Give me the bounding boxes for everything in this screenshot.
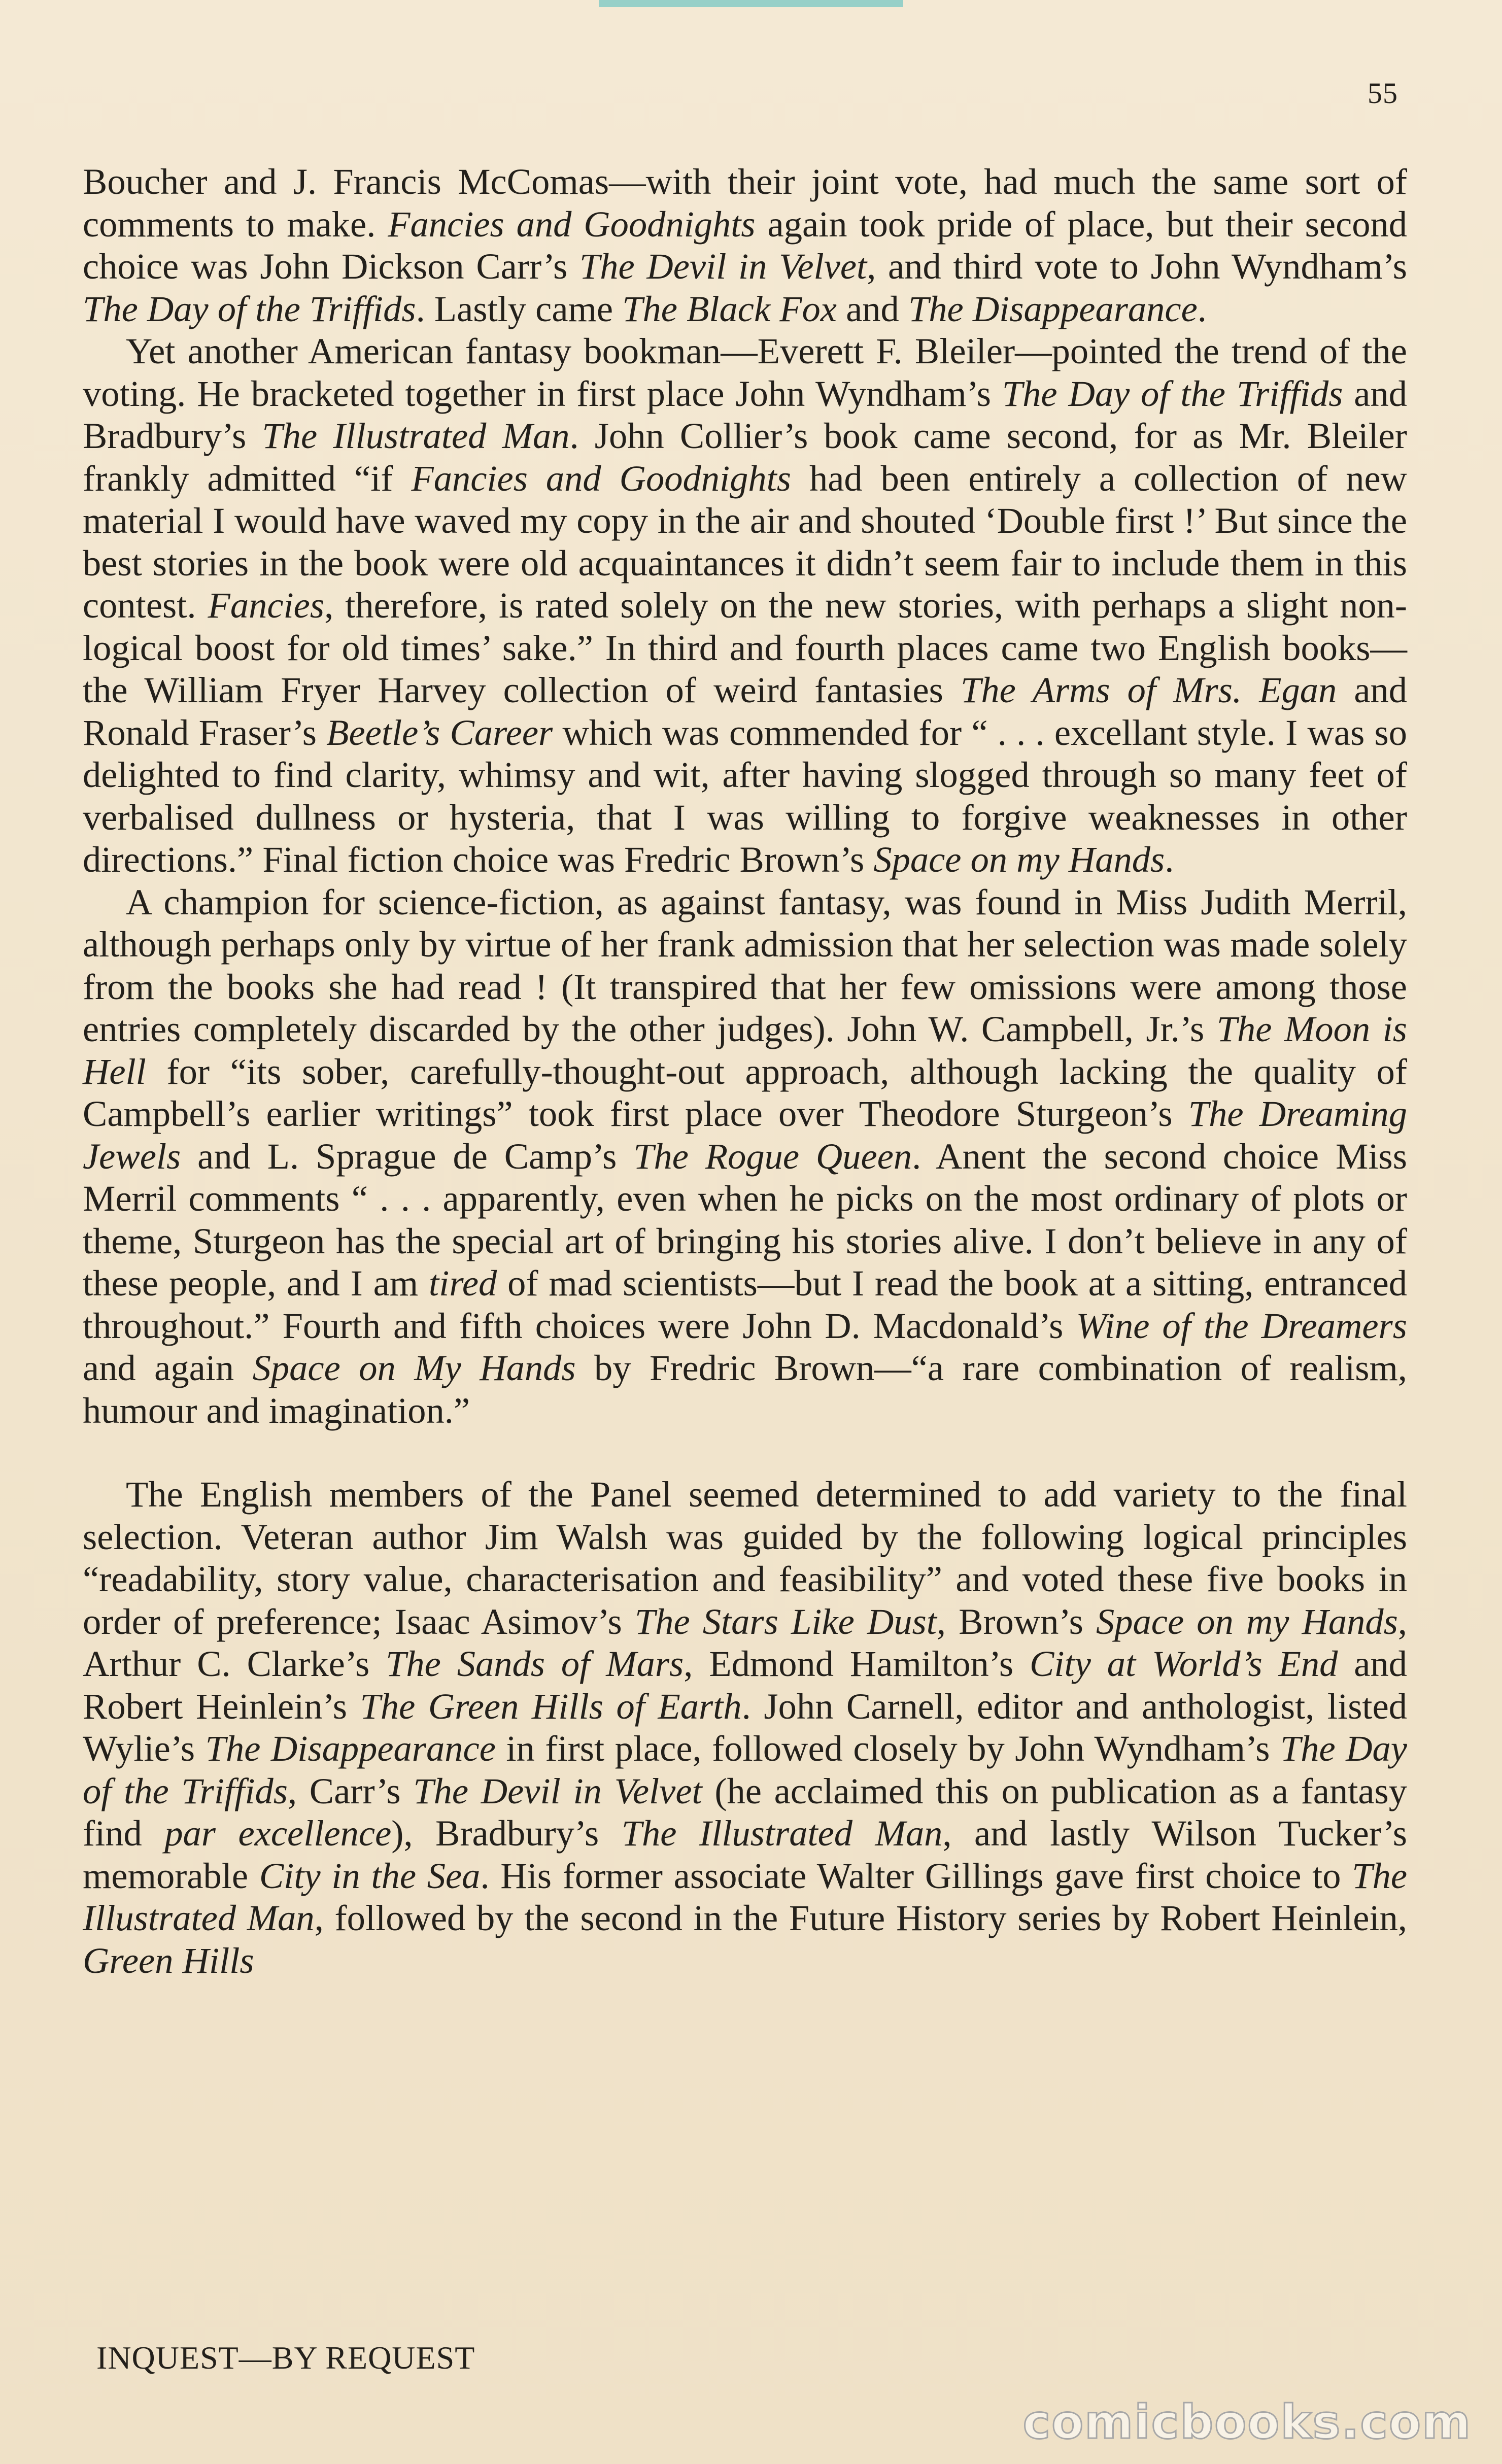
text-run: . bbox=[1197, 288, 1207, 329]
text-run: had been entirely a collection of new material I would have waved my copy in the air and shouted ‘Double first !’ But since the best stories in the book were old acquaintances it didn’t seem fair to include them in this contest. bbox=[83, 457, 1408, 626]
italic-title: tired bbox=[429, 1262, 497, 1304]
page-edge-strip bbox=[599, 0, 903, 7]
italic-title: Space on my Hands bbox=[873, 839, 1165, 880]
text-run: . John Carnell, editor and anthologist, listed Wylie’s bbox=[83, 1685, 1408, 1769]
text-run: . Anent the second choice Miss Merril comments “ . . . apparently, even when he picks on the most ordinary of plots or theme, Sturgeon has the special art of bringing his stories alive. I don’t believe in any of these people, and I am bbox=[83, 1135, 1407, 1304]
italic-title: Green Hills bbox=[83, 1939, 254, 1981]
italic-title: The Day of the Triffids bbox=[1002, 372, 1343, 414]
italic-title: The Dreaming Jewels bbox=[83, 1093, 1408, 1177]
italic-title: The Arms of Mrs. Egan bbox=[961, 669, 1337, 710]
italic-title: The Rogue Queen bbox=[633, 1135, 912, 1177]
text-run: ), Bradbury’s bbox=[391, 1812, 622, 1854]
paragraph-3 bbox=[83, 881, 1407, 1432]
text-run: , followed by the second in the Future History series by Robert Heinlein, bbox=[314, 1897, 1407, 1938]
text-run: and L. Sprague de Camp’s bbox=[181, 1135, 634, 1177]
text-run: , Carr’s bbox=[287, 1770, 414, 1811]
italic-title: The Day of the Triffids bbox=[83, 288, 416, 329]
text-run: of mad scientists—but I read the book at a sitting, entranced throughout.” Fourth and fifth choices were John D. Macdonald’s bbox=[83, 1262, 1408, 1346]
italic-title: Fancies and Goodnights bbox=[411, 457, 791, 499]
paragraph-4 bbox=[83, 1473, 1407, 1981]
italic-title: The Illustrated Man bbox=[83, 1855, 1408, 1938]
text-run: by Fredric Brown—“a rare combination of realism, humour and imagination.” bbox=[83, 1347, 1407, 1431]
italic-title: The Devil in Velvet bbox=[579, 246, 867, 287]
text-run: . bbox=[1165, 839, 1174, 880]
text-run: , and third vote to John Wyndham’s bbox=[867, 246, 1407, 287]
text-run: which was commended for “ . . . excellant style. I was so delighted to find clarity, whimsy and wit, after having slogged through so many feet of verbalised dullness or hysteria, that I was willing to forgive weaknesses in other directions.” Final fiction choice was Fredric Brown’s bbox=[83, 711, 1408, 880]
paragraph-2 bbox=[83, 330, 1407, 881]
italic-title: Space on my Hands bbox=[1096, 1600, 1398, 1642]
italic-title: The Stars Like Dust bbox=[634, 1600, 937, 1642]
text-run: . John Collier’s book came second, for as Mr. Bleiler frankly admitted “if bbox=[83, 415, 1407, 499]
text-run: . His former associate Walter Gillings gave first choice to bbox=[480, 1855, 1352, 1896]
text-run: . Lastly came bbox=[416, 288, 623, 329]
text-run: Yet another American fantasy bookman—Everett F. Bleiler—pointed the trend of the voting. He bracketed together in first place John Wyndham’s bbox=[83, 330, 1407, 414]
text-run: A champion for science-fiction, as against fantasy, was found in Miss Judith Merril, although perhaps only by virtue of her frank admission that her selection was made solely from the books she had read ! (It transpired that her few omissions were among those entries completely discarded by the other judges). John W. Campbell, Jr.’s bbox=[83, 881, 1407, 1049]
italic-title: The Illustrated Man bbox=[262, 415, 570, 456]
italic-title: Space on My Hands bbox=[252, 1347, 576, 1388]
text-run: , Arthur C. Clarke’s bbox=[83, 1600, 1408, 1684]
text-run: , therefore, is rated solely on the new stories, with perhaps a slight non-logical boost for old times’ sake.” In third and fourth places came two English books—the William Fryer Harvey collection of weird fantasies bbox=[83, 585, 1407, 710]
text-run: and Ronald Fraser’s bbox=[83, 669, 1407, 753]
body-text bbox=[83, 160, 1407, 1981]
italic-title: The Disappearance bbox=[908, 288, 1198, 329]
text-run: in first place, followed closely by John Wyndham’s bbox=[495, 1728, 1280, 1769]
text-run: , Brown’s bbox=[936, 1600, 1097, 1642]
italic-title: The Black Fox bbox=[622, 288, 837, 329]
italic-title: Beetle’s Career bbox=[326, 711, 553, 753]
text-run: and Robert Heinlein’s bbox=[83, 1643, 1407, 1727]
italic-title: The Illustrated Man bbox=[621, 1812, 943, 1854]
italic-title: The Green Hills of Earth bbox=[360, 1685, 742, 1727]
italic-title: The Day of the Triffids bbox=[83, 1728, 1407, 1811]
text-run: The English members of the Panel seemed determined to add variety to the final selection. Veteran author Jim Walsh was guided by the following logical principles “readability, story value, characterisation and feasibility” and voted these five books in order of preference; Isaac Asimov’s bbox=[83, 1474, 1407, 1642]
text-run: , and lastly Wilson Tucker’s memorable bbox=[83, 1812, 1407, 1896]
italic-title: Fancies bbox=[208, 585, 325, 626]
italic-title: City at World’s End bbox=[1030, 1643, 1338, 1684]
italic-title: The Disappearance bbox=[205, 1728, 496, 1769]
italic-title: The Sands of Mars bbox=[386, 1643, 684, 1684]
running-footer: INQUEST—BY REQUEST bbox=[96, 2340, 475, 2376]
text-run: and again bbox=[83, 1347, 253, 1388]
text-run: (he acclaimed this on publication as a fantasy find bbox=[83, 1770, 1407, 1854]
text-run: , Edmond Hamilton’s bbox=[684, 1643, 1030, 1684]
italic-title: par excellence bbox=[164, 1812, 392, 1854]
italic-title: The Moon is Hell bbox=[83, 1008, 1407, 1092]
watermark-logo: comicbooks.com bbox=[1022, 2395, 1472, 2449]
page-number: 55 bbox=[1368, 77, 1398, 110]
italic-title: City in the Sea bbox=[259, 1855, 481, 1896]
text-run: for “its sober, carefully-thought-out approach, although lacking the quality of Campbell’s earlier writings” took first place over Theodore Sturgeon’s bbox=[83, 1050, 1407, 1134]
text-run: and Bradbury’s bbox=[83, 372, 1407, 456]
italic-title: The Devil in Velvet bbox=[413, 1770, 702, 1811]
italic-title: Fancies and Goodnights bbox=[388, 203, 756, 245]
italic-title: Wine of the Dreamers bbox=[1076, 1305, 1407, 1346]
paragraph-1 bbox=[83, 160, 1407, 330]
text-run: and bbox=[837, 288, 908, 329]
text-run: Boucher and J. Francis McComas—with their joint vote, had much the same sort of comments to make. bbox=[83, 161, 1407, 245]
text-run: again took pride of place, but their second choice was John Dickson Carr’s bbox=[83, 203, 1407, 287]
